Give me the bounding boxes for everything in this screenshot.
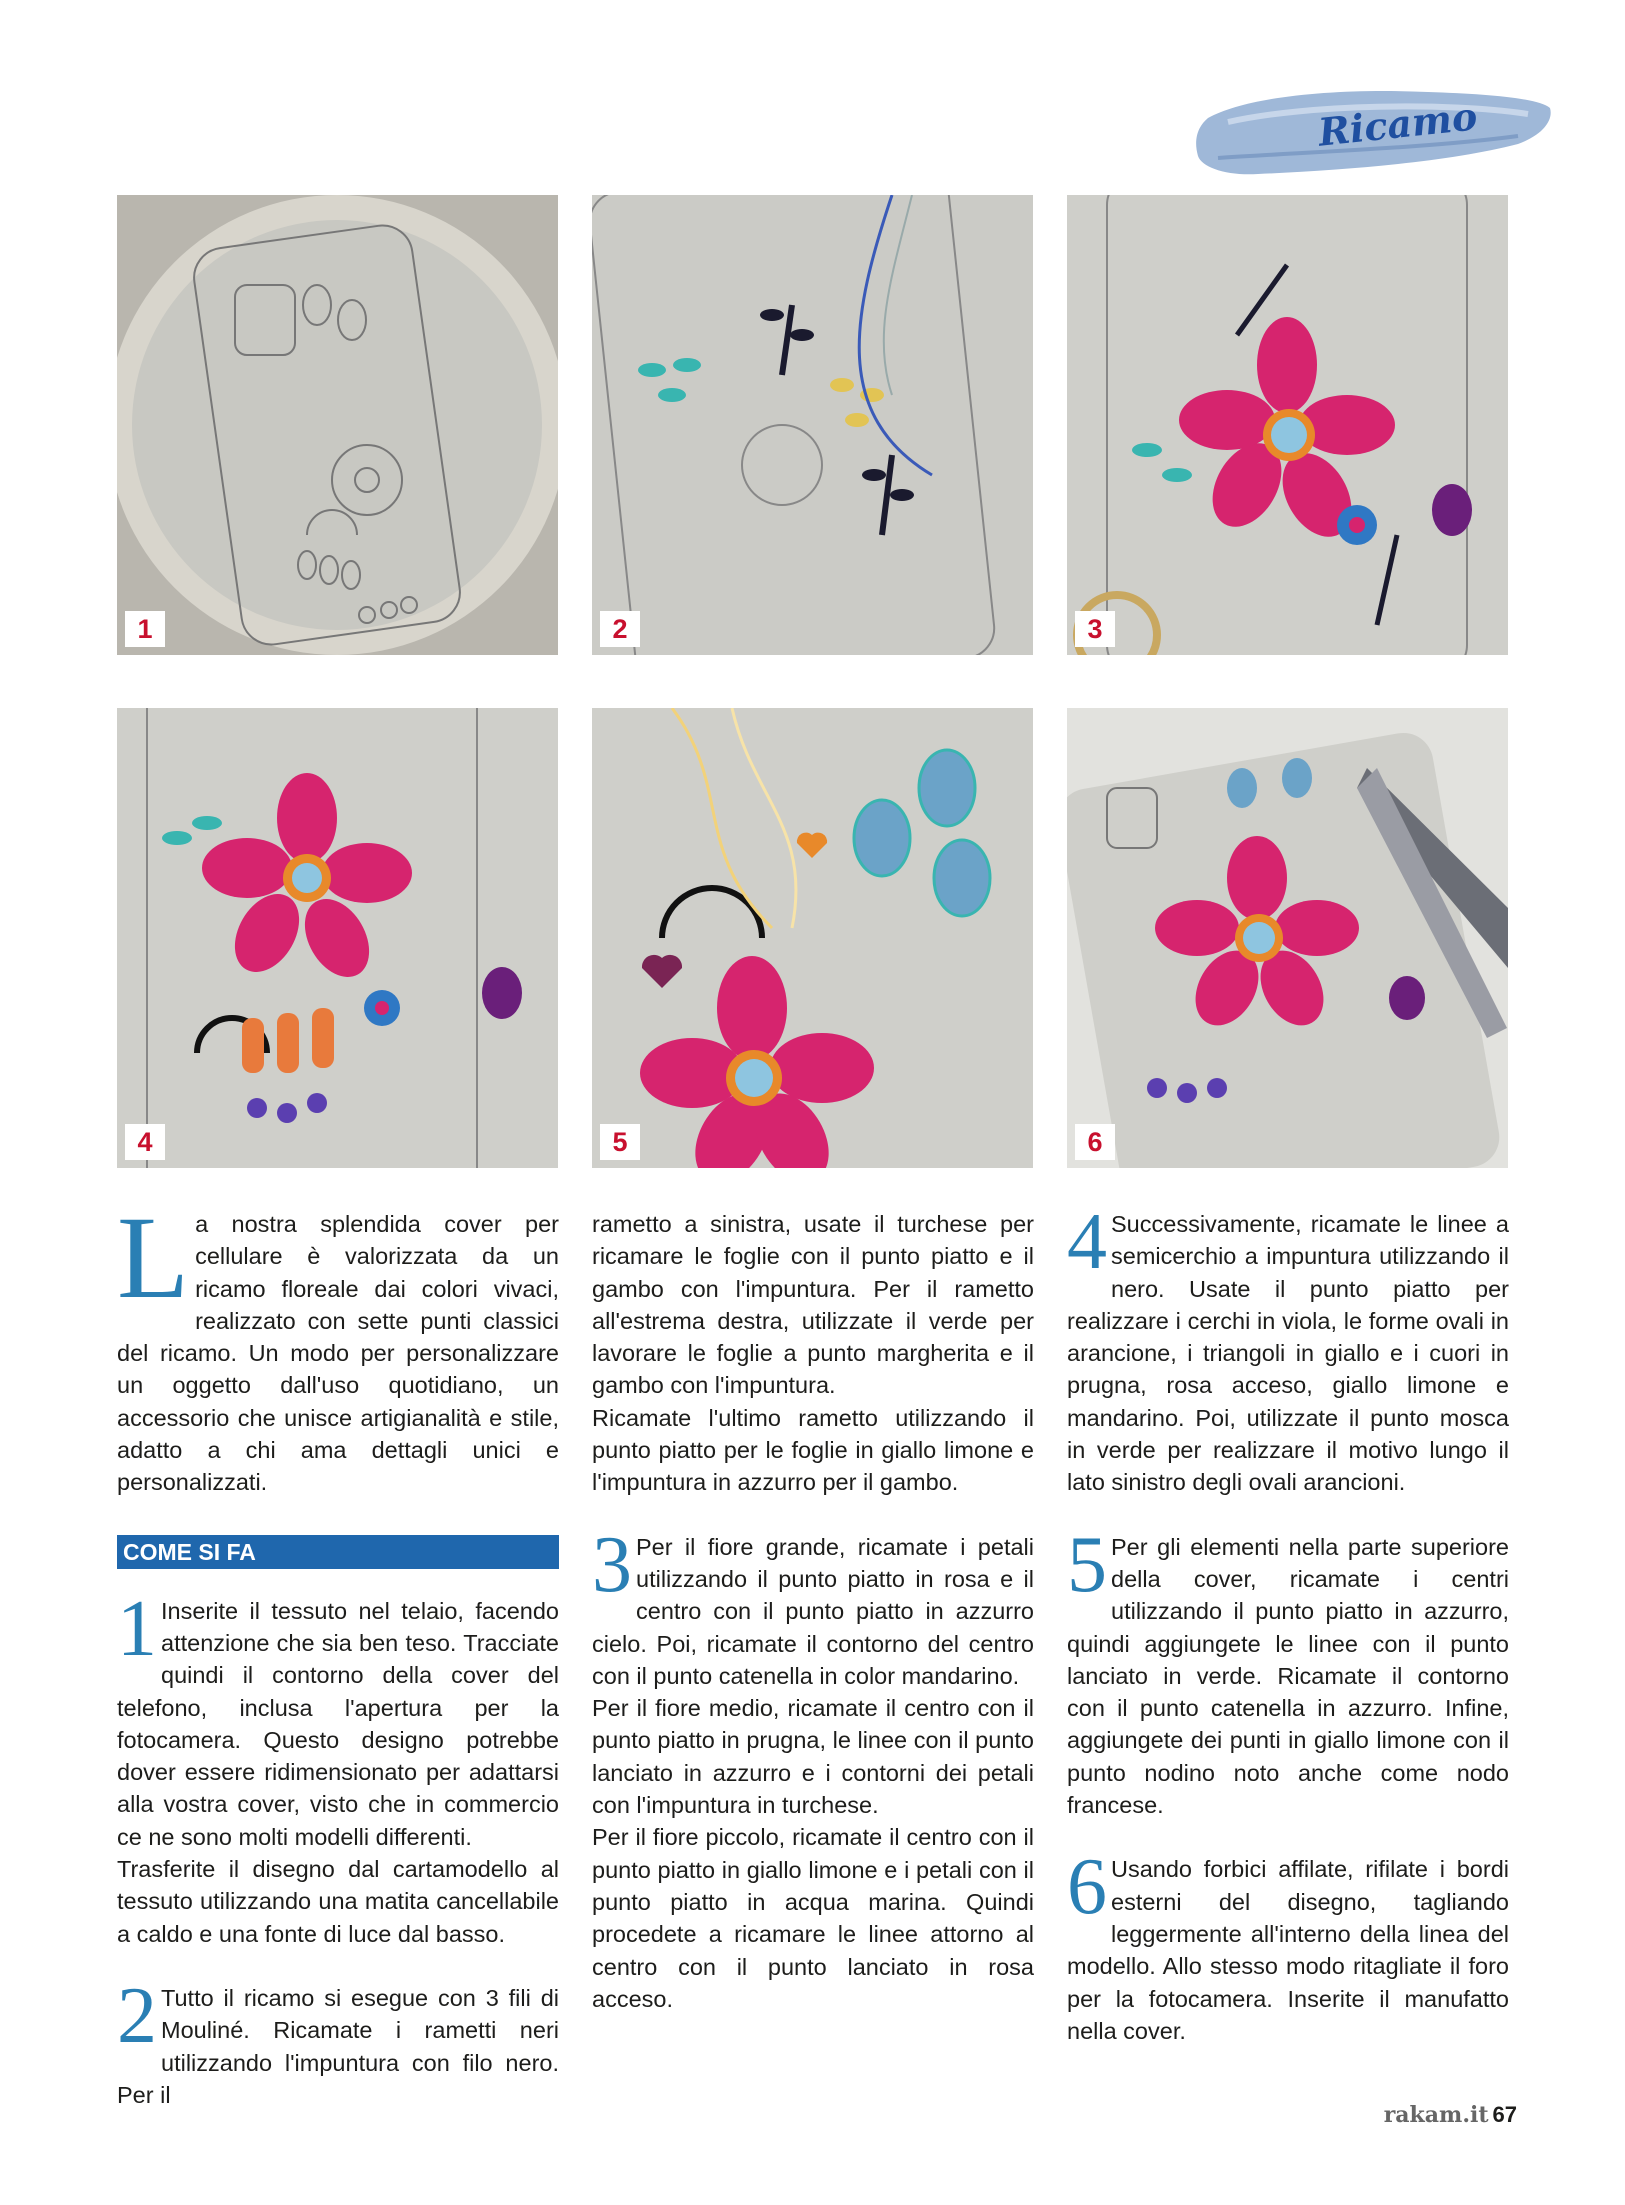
step-3-text: Per il fiore grande, ricamate i petali utilizzando il punto piatto in rosa e il centro con il punto piatto in azzurro cielo. Poi, ricamate il contorno del centro con il punto catenella in color mandarino.	[592, 1533, 1034, 1689]
step-3-extra: Per il fiore medio, ricamate il centro con il punto piatto in prugna, le linee con il punto lanciato in azzurro e i contorni dei petali con l'impuntura in turchese.	[592, 1695, 1034, 1819]
step-6-number: 6	[1067, 1843, 1107, 1932]
step-1-number: 1	[117, 1584, 157, 1673]
step-number: 6	[1075, 1124, 1115, 1160]
step-4-number: 4	[1067, 1198, 1107, 1286]
intro-dropcap: L	[117, 1192, 190, 1323]
step-5-text: Per gli elementi nella parte superiore della cover, ricamate i centri utilizzando il punto piatto in azzurro, quindi aggiungete le linee con il punto lanciato in verde. Ricamate il contorno con il punto catenella in azzurro. Infine, aggiungete dei punti in giallo limone con il punto nodino noto anche come nodo francese.	[1067, 1533, 1509, 1819]
step-number: 3	[1075, 611, 1115, 647]
text-column-2	[592, 1208, 1034, 2015]
step-2-text: Tutto il ricamo si esegue con 3 fili di Mouliné. Ricamate i rametti neri utilizzando l'impuntura con filo nero. Per il	[117, 1984, 559, 2108]
step-6-text: Usando forbici affilate, rifilate i bordi esterni del disegno, tagliando leggermente all'interno della linea del modello. Allo stesso modo ritagliate il foro per la fotocamera. Inserite il manufatto nella cover.	[1067, 1856, 1509, 2044]
step-4-paragraph	[1067, 1198, 1509, 1499]
step-5-paragraph	[1067, 1520, 1509, 1822]
section-tag	[1188, 78, 1568, 188]
step-number: 2	[600, 611, 640, 647]
step-3-number: 3	[592, 1520, 632, 1609]
step-2-paragraph	[117, 1971, 559, 2111]
first-stitches-image	[592, 195, 1033, 655]
pink-flower-image	[1067, 195, 1508, 655]
footer-site: rakam.it	[1383, 2102, 1489, 2128]
step-4-text: Successivamente, ricamate le linee a semicerchio a impuntura utilizzando il nero. Usate il punto piatto per realizzare i cerchi in viola, le forme ovali in arancione, i triangoli in giallo e i cuori in prugna, rosa acceso, giallo limone e mandarino. Poi, utilizzate il punto mosca in verde per realizzare il motivo lungo il lato sinistro degli ovali arancioni.	[1067, 1211, 1509, 1496]
intro-paragraph	[117, 1192, 559, 1499]
section-title: Ricamo	[1316, 93, 1480, 155]
step-photo-4	[117, 708, 558, 1168]
step-3-paragraph	[592, 1520, 1034, 1692]
step-photo-6	[1067, 708, 1508, 1168]
step-1-paragraph	[117, 1584, 559, 1853]
top-elements-image	[592, 708, 1033, 1168]
text-column-3	[1067, 1198, 1509, 2047]
step-photo-1	[117, 195, 558, 655]
step-2-continued: rametto a sinistra, usate il turchese per ricamare le foglie con il punto piatto e il gambo con l'impuntura. Per il rametto all'estrema destra, utilizzate il verde per lavorare le foglie a punto margherita e il gambo con l'impuntura.	[592, 1211, 1034, 1399]
step-3-extra-2: Per il fiore piccolo, ricamate il centro con il punto piatto in giallo limone e i petali con il punto piatto in acqua marina. Quindi procedete a ricamare le linee attorno al centro con il punto lanciato in rosa acceso.	[592, 1824, 1034, 2012]
page-number: 67	[1492, 2102, 1517, 2127]
step-1-text: Inserite il tessuto nel telaio, facendo attenzione che sia ben teso. Tracciate quindi il contorno della cover del telefono, inclusa l'apertura per la fotocamera. Questo designo potrebbe dover essere ridimensionato per adattarsi alla vostra cover, visto che in commercio ce ne sono molti modelli differenti.	[117, 1597, 559, 1850]
embroidery-hoop-sketch-image	[117, 195, 558, 655]
page-footer	[1384, 2102, 1517, 2128]
step-number: 5	[600, 1124, 640, 1160]
more-details-image	[117, 708, 558, 1168]
step-6-paragraph	[1067, 1843, 1509, 2047]
step-1-extra: Trasferite il disegno dal cartamodello al tessuto utilizzando una matita cancellabile a caldo e una fonte di luce dal basso.	[117, 1856, 559, 1947]
intro-text: a nostra splendida cover per cellulare è valorizzata da un ricamo floreale dai colori vivaci, realizzato con sette punti classici del ricamo. Un modo per personalizzare un oggetto dall'uso quotidiano, un accessorio che unisce artigianalità e stile, adatto a chi ama dettagli unici e personalizzati.	[117, 1211, 559, 1496]
step-2-number: 2	[117, 1971, 157, 2060]
step-photo-2	[592, 195, 1033, 655]
text-column-1	[117, 1192, 559, 2111]
trimming-image	[1067, 708, 1508, 1168]
step-number: 1	[125, 611, 165, 647]
step-photo-5	[592, 708, 1033, 1168]
step-number: 4	[125, 1124, 165, 1160]
step-2-extra: Ricamate l'ultimo rametto utilizzando il punto piatto per le foglie in giallo limone e l'impuntura in azzurro per il gambo.	[592, 1404, 1034, 1496]
step-photo-3	[1067, 195, 1508, 655]
section-heading: COME SI FA	[117, 1535, 559, 1569]
step-5-number: 5	[1067, 1520, 1107, 1609]
